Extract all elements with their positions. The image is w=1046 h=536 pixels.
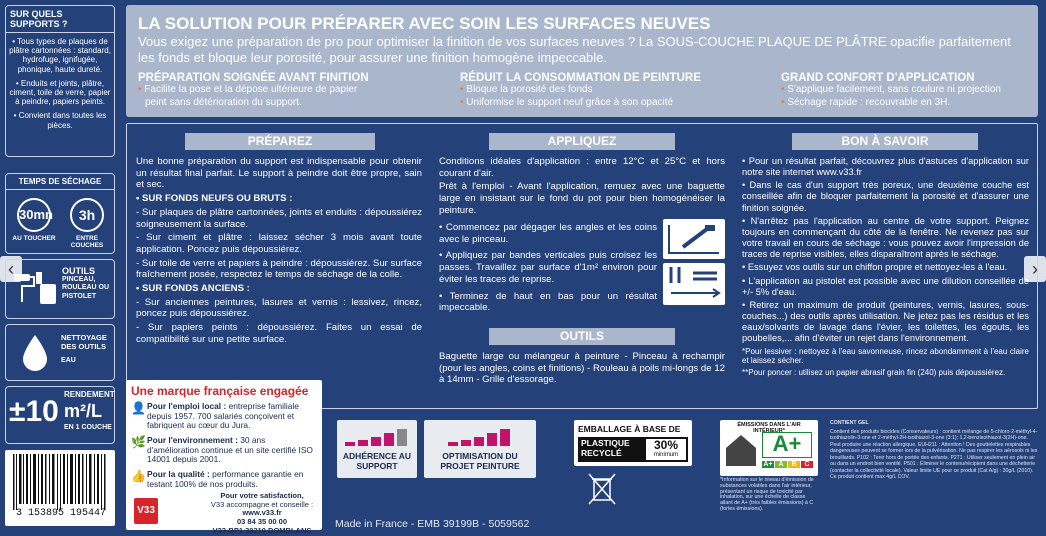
bon-text xyxy=(742,156,1029,379)
feature-consommation xyxy=(460,72,770,109)
roller-icon xyxy=(12,270,60,308)
made-in-france: Made in France - EMB 39199B - 5059562 xyxy=(335,518,530,530)
emissions-class: B xyxy=(788,461,800,468)
preparez-neufs-item: - Sur toile de verre et papiers à peindre : dépoussiérez. Sur surface fraîchement posée, respectez le temps de séchage de la colle. xyxy=(136,257,422,281)
house-icon xyxy=(724,432,758,473)
supports-box xyxy=(5,5,115,157)
supports-item: • Convient dans toutes les pièces. xyxy=(13,111,107,130)
emissions-title: ÉMISSIONS DANS L'AIR INTÉRIEUR* xyxy=(737,422,801,434)
marque-item-bold: Pour la qualité : xyxy=(147,468,210,479)
appliquez-steps xyxy=(439,222,657,316)
feature-line: Séchage rapide : recouvrable en 3H. xyxy=(787,96,951,108)
marque-item xyxy=(147,470,317,489)
tools-text: PINCEAU, ROULEAU OU PISTOLET xyxy=(62,276,110,300)
drying-recoat-value: 3h xyxy=(78,207,96,223)
water-drop-icon xyxy=(20,333,50,378)
preparez-anciens-title: • SUR FONDS ANCIENS : xyxy=(136,283,250,295)
yield-value: ±10 xyxy=(9,395,59,428)
emissions-grade: A+ xyxy=(772,431,802,456)
marque-item-bold: Pour l'environnement : xyxy=(147,434,238,445)
bon-item: • Essuyez vos outils sur un chiffon propre et nettoyez-les à l'eau. xyxy=(742,262,1008,273)
drying-recoat-icon xyxy=(70,198,104,232)
bon-item: • Dans le cas d'un support très poreux, une deuxième couche est conseillée afin de bloquer parfaitement la porosité et d'assurer une finition soignée. xyxy=(742,180,1029,213)
crossed-bin-icon xyxy=(587,472,617,511)
yield-label: RENDEMENT xyxy=(64,390,115,399)
thumbs-up-icon: 👍 xyxy=(131,468,146,483)
level-bars-icon xyxy=(448,426,512,448)
appliquez-step: • Appliquez par bandes verticales puis croisez les passes. Travaillez par surface d'1m² environ pour éviter les traces de reprise. xyxy=(439,250,657,285)
marque-title: Une marque française engagée xyxy=(131,384,309,398)
feature-title: RÉDUIT LA CONSOMMATION DE PEINTURE xyxy=(460,72,701,84)
emissions-class: A xyxy=(775,461,787,468)
drying-touch-icon xyxy=(17,198,51,232)
emballage-min: minimum xyxy=(653,452,679,458)
preparez-neufs-item: - Sur ciment et plâtre : laissez sécher 3 mois avant toute application. Poncez puis dépoussiérez. xyxy=(136,232,422,255)
marque-phone: 03 84 35 00 00 xyxy=(236,516,288,526)
marque-item-text: entreprise familiale depuis 1957. 700 salariés conçoivent et fabriquent au cœur du Jura. xyxy=(147,401,299,431)
emballage-pct-box xyxy=(646,439,686,460)
cross-passes-illustration-icon xyxy=(663,263,725,305)
emissions-class: A+ xyxy=(763,461,773,468)
emballage-line2: PLASTIQUE RECYCLÉ xyxy=(581,438,630,458)
bon-note: *Pour lessiver : nettoyez à l'eau savonneuse, rincez abondamment à l'eau claire et laissez sécher. xyxy=(742,346,1029,366)
chevron-right-icon: › xyxy=(1032,259,1038,279)
emissions-class: C xyxy=(801,461,813,468)
appliquez-ready: Prêt à l'emploi - Avant l'application, remuez avec une baguette large en insistant sur le fond du pot pour bien homogénéiser la peinture. xyxy=(439,181,725,216)
emballage-badge xyxy=(574,420,692,466)
supports-title: SUR QUELS SUPPORTS ? xyxy=(6,6,114,33)
cleaning-title: NETTOYAGE DES OUTILS xyxy=(61,333,107,351)
feature-line: peint sans détérioration du support. xyxy=(145,96,302,108)
preparez-intro: Une bonne préparation du support est indispensable pour obtenir un résultat final parfait. Le support à peindre doit être propre, sain et sec. xyxy=(136,156,422,191)
feature-title: GRAND CONFORT D'APPLICATION xyxy=(781,72,975,84)
bullet-icon: • xyxy=(781,96,788,108)
outils-text: Baguette large ou mélangeur à peinture - Pinceau à rechampir (pour les angles, coins et finitions) - Rouleau à poils mi-longs de 12 à 14mm - Grille d'essorage. xyxy=(439,351,725,386)
bon-item: • L'application au pistolet est possible avec une dilution conseillée de +/- 5% d'eau. xyxy=(742,275,1029,297)
drying-touch-value: 30mn xyxy=(19,207,53,222)
emissions-grade-box xyxy=(762,432,812,458)
barcode-number: 3 153895 195447 xyxy=(15,508,106,519)
drying-touch-label: AU TOUCHER xyxy=(12,235,56,242)
bullet-icon: • xyxy=(138,84,145,95)
cleaning-box xyxy=(5,324,115,381)
appliquez-conditions: Conditions idéales d'application : entre 12°C et 25°C et hors courant d'air. xyxy=(439,156,725,179)
marque-item-bold: Pour l'emploi local : xyxy=(147,401,227,411)
drying-box xyxy=(5,173,115,254)
supports-item: • Tous types de plaques de plâtre cartonnées : standard, hydrofuge, ignifugée, phonique, haute dureté. xyxy=(9,37,111,74)
bon-item: • Pour un résultat parfait, découvrez plus d'astuces d'application sur notre site internet www.v33.fr xyxy=(742,156,1029,178)
preparez-neufs-item: - Sur plaques de plâtre cartonnées, joints et enduits : dépoussiérez soigneusement la surface. xyxy=(136,206,422,230)
feature-preparation xyxy=(138,72,438,109)
appliquez-step: • Commencez par dégager les angles et les coins avec le pinceau. xyxy=(439,222,657,245)
bullet-icon: • xyxy=(460,96,467,108)
emissions-label xyxy=(720,420,818,476)
tools-box xyxy=(5,259,115,319)
preparez-neufs-title: • SUR FONDS NEUFS OU BRUTS : xyxy=(136,193,293,205)
feature-line: Facilite la pose et la dépose ultérieure de papier xyxy=(144,84,358,95)
level-bars-icon xyxy=(345,426,409,448)
bon-heading: BON À SAVOIR xyxy=(792,133,978,150)
yield-sub: EN 1 COUCHE xyxy=(64,424,112,431)
preparez-text xyxy=(136,156,422,348)
chevron-left-icon: ‹ xyxy=(8,259,14,279)
emballage-bottom xyxy=(578,437,688,462)
feature-confort xyxy=(781,72,1031,109)
emballage-pct: 30% xyxy=(653,438,679,452)
bon-item: • Retirez un maximum de produit (peintures, vernis, lasures, sous-couches...) des outils après utilisation. Ne jetez pas les résidus et les eaux/solvants de lavage dans l'évier, les toilettes, les égouts, les poubelles,... afin d'éviter un rejet dans l'environnement. xyxy=(742,299,1029,344)
bon-note: **Pour poncer : utilisez un papier abrasif grain fin (240) puis dépoussiérez. xyxy=(742,367,1006,377)
drying-title: TEMPS DE SÉCHAGE xyxy=(6,174,114,190)
v33-logo-text: V33 xyxy=(137,505,155,516)
marque-item-text: performance garantie en testant 100% de nos produits. xyxy=(147,468,304,489)
preparez-heading: PRÉPAREZ xyxy=(185,133,375,150)
bon-item: • N'arrêtez pas l'application au centre de votre support. Peignez toujours en commençant du côté de la fenêtre. Ne revenez pas sur votre travail en cours de séchage : vous pouvez avoir l'impression de traces de reprise visibles, elles disparaîtront après le séchage. xyxy=(742,215,1029,260)
feature-line: Uniformise le support neuf grâce à son opacité xyxy=(466,96,674,108)
legal-text: Contient des produits biocides (Conservateurs) : contient mélange de 5-chloro-2-méthyl-4-isothiazolin-3-one et 2-méthyl-2H-isothiazol-3-one (3:1); 1,2-benzisothiazol-3(2H)-one. Peut produire une réaction allergique. EUH211 : Attention ! Des gouttelettes respirables dangereuses peuvent se former lors de la pulvérisation. Ne pas respirer les aérosols ni les brouillards. P102 : Tenir hors de portée des enfants. P271 : Utiliser seulement en plein air ou dans un endroit bien ventilé. P501 : Éliminer le contenu/récipient dans une déchetterie (contacter la collectivité locale). Valeur limite UE pour ce produit (Cat A/g) : 30g/L (2010). Ce produit contient max 4g/L COV. xyxy=(830,428,1038,480)
feature-title: PRÉPARATION SOIGNÉE AVANT FINITION xyxy=(138,72,369,84)
angles-illustration-icon xyxy=(663,219,725,259)
legal-title: CONTIENT GEL xyxy=(830,420,869,426)
legal-block xyxy=(830,420,1038,481)
perf-card-optimisation xyxy=(424,420,536,478)
marque-item xyxy=(147,436,317,465)
marque-site: www.v33.fr xyxy=(242,508,282,518)
emissions-note: *Information sur le niveau d'émission de substances volatiles dans l'air intérieur, présentant un risque de toxicité par inhalation, sur une échelle de classe allant de A+ (très faibles émissions) à C (fortes émissions). xyxy=(720,477,814,513)
outils-heading: OUTILS xyxy=(489,328,675,345)
v33-logo xyxy=(134,498,158,524)
perf-label: OPTIMISATION DU PROJET PEINTURE xyxy=(440,451,520,471)
preparez-anciens-item: - Sur anciennes peintures, lasures et vernis : lessivez, rincez, poncez puis dépoussiérez. xyxy=(136,296,422,320)
marque-item xyxy=(147,402,317,431)
appliquez-step: • Terminez de haut en bas pour un résultat impeccable. xyxy=(439,290,657,314)
leaf-icon: 🌿 xyxy=(131,434,146,449)
yield-box xyxy=(5,386,115,444)
marque-address: V33-BP1 39210 DOMBLANS xyxy=(212,525,312,535)
person-icon: 👤 xyxy=(131,401,146,415)
appliquez-text xyxy=(439,156,725,219)
perf-label: ADHÉRENCE AU SUPPORT xyxy=(342,451,412,471)
supports-item: • Enduits et joints, plâtre, ciment, toile de verre, papier à peindre, papiers peints. xyxy=(9,78,111,107)
feature-line: S'applique facilement, sans coulure ni projection xyxy=(787,84,1001,95)
appliquez-heading: APPLIQUEZ xyxy=(489,133,675,150)
tools-title: OUTILS xyxy=(62,266,95,276)
drying-recoat-label: ENTRE COUCHES xyxy=(70,235,104,249)
header-title: LA SOLUTION POUR PRÉPARER AVEC SOIN LES SURFACES NEUVES xyxy=(138,14,711,33)
preparez-anciens-item: - Sur papiers peints : dépoussiérez. Faites un essai de compatibilité sur une petite surface. xyxy=(136,322,422,345)
cleaning-text: EAU xyxy=(61,357,76,364)
barcode-bars-icon xyxy=(11,454,109,510)
perf-card-adherence xyxy=(337,420,417,478)
bullet-icon: • xyxy=(460,84,467,95)
header-subtitle: Vous exigez une préparation de pro pour optimiser la finition de vos surfaces neuves ? La SOUS-COUCHE PLAQUE DE PLÂTRE opacifie parfaitement les fonds et bloque leur porosité, pour assurer une finition homogène impeccable. xyxy=(138,34,1011,65)
header-band xyxy=(126,5,1038,117)
emballage-line1: EMBALLAGE À BASE DE xyxy=(578,424,681,434)
marque-card xyxy=(126,380,322,535)
barcode xyxy=(5,450,115,526)
feature-line: Bloque la porosité des fonds xyxy=(466,84,593,95)
marque-satisfaction: Pour votre satisfaction, xyxy=(220,491,304,500)
marque-contact: V33 accompagne et conseille : xyxy=(210,499,314,509)
yield-unit: m²/L xyxy=(64,401,102,421)
bullet-icon: • xyxy=(781,84,788,95)
marque-item-text: 30 ans d'amélioration continue et un site certifié ISO 14001 depuis 2001. xyxy=(147,434,313,465)
